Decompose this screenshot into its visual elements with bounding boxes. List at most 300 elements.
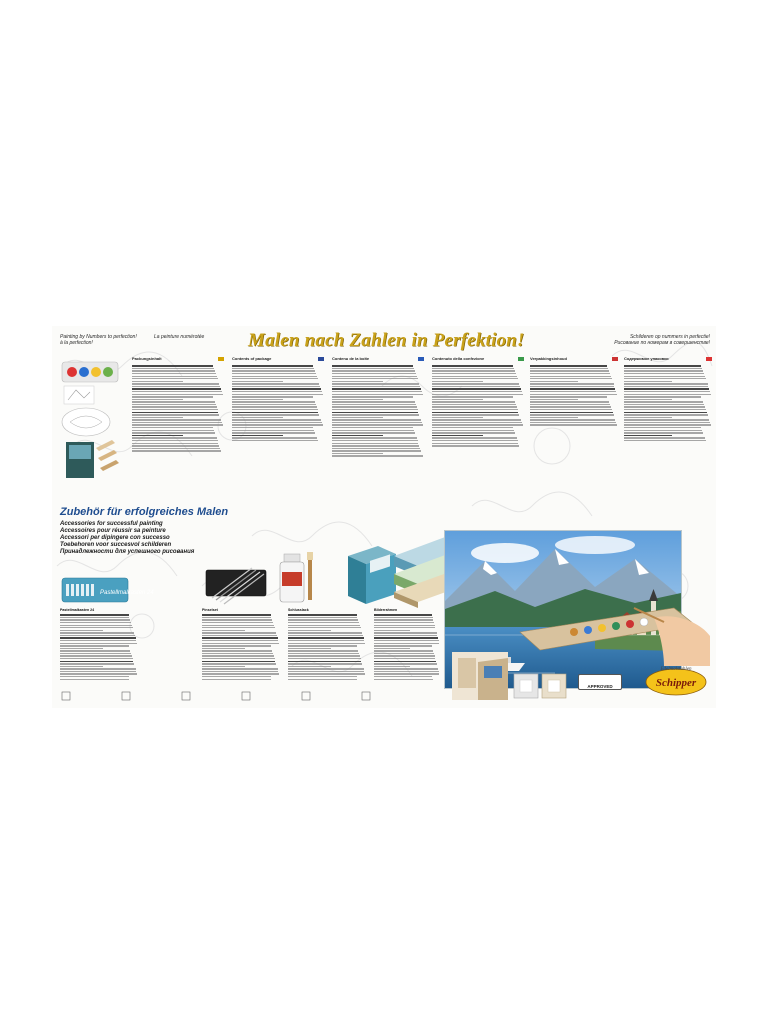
text-line bbox=[202, 617, 271, 618]
text-line bbox=[132, 435, 183, 436]
text-line bbox=[530, 394, 617, 395]
accessory-text-frame bbox=[374, 608, 440, 688]
text-line bbox=[132, 391, 222, 392]
text-line bbox=[432, 435, 483, 436]
column-heading-ru bbox=[624, 356, 712, 362]
text-line bbox=[60, 627, 133, 628]
text-line bbox=[232, 401, 315, 402]
text-line bbox=[132, 409, 218, 410]
text-line bbox=[232, 437, 317, 438]
text-line bbox=[232, 373, 316, 374]
text-line bbox=[374, 658, 435, 659]
text-line bbox=[530, 396, 607, 397]
text-line bbox=[132, 448, 220, 449]
text-line bbox=[288, 637, 364, 638]
text-line bbox=[60, 643, 137, 644]
text-line bbox=[332, 424, 423, 425]
text-line bbox=[60, 671, 136, 672]
text-line bbox=[624, 414, 708, 415]
column-heading-ru-label: Содержимое упаковки bbox=[624, 356, 669, 361]
text-line bbox=[432, 412, 518, 413]
text-line bbox=[530, 409, 612, 410]
text-line bbox=[530, 399, 578, 400]
text-line bbox=[60, 653, 131, 654]
text-line bbox=[132, 381, 183, 382]
paint-board-with-hand-illustration bbox=[514, 602, 714, 666]
text-line bbox=[432, 401, 515, 402]
text-line bbox=[232, 378, 318, 379]
text-line bbox=[202, 666, 245, 667]
text-line bbox=[332, 401, 415, 402]
text-line bbox=[432, 430, 514, 431]
text-line bbox=[288, 650, 358, 651]
text-line bbox=[132, 404, 216, 405]
text-line bbox=[624, 370, 703, 371]
text-line bbox=[232, 370, 315, 371]
text-line bbox=[202, 643, 279, 644]
text-line bbox=[288, 645, 357, 646]
text-line bbox=[232, 406, 317, 407]
text-line bbox=[374, 671, 439, 672]
text-line bbox=[232, 396, 313, 397]
text-line bbox=[202, 645, 271, 646]
column-body-it bbox=[432, 364, 524, 514]
text-line bbox=[374, 643, 439, 644]
text-line bbox=[232, 419, 321, 420]
text-line bbox=[432, 365, 513, 366]
text-line bbox=[132, 412, 218, 413]
text-line bbox=[232, 440, 318, 441]
text-line bbox=[332, 440, 418, 441]
text-line bbox=[332, 376, 417, 377]
flag-ru-icon bbox=[706, 357, 712, 361]
text-line bbox=[132, 378, 218, 379]
text-line bbox=[624, 401, 703, 402]
text-line bbox=[432, 422, 522, 423]
brand-name: Schipper bbox=[655, 677, 697, 689]
accessories-subtitle-ru: Принадлежности для успешного рисования bbox=[60, 549, 195, 555]
text-line bbox=[374, 627, 435, 628]
text-line bbox=[232, 365, 313, 366]
text-line bbox=[530, 404, 610, 405]
text-line bbox=[432, 381, 483, 382]
text-line bbox=[624, 427, 701, 428]
frame-corner-samples bbox=[512, 672, 568, 700]
text-line bbox=[132, 437, 217, 438]
text-line bbox=[624, 409, 706, 410]
text-line bbox=[432, 404, 516, 405]
text-line bbox=[202, 614, 271, 615]
text-line bbox=[432, 373, 516, 374]
text-line bbox=[332, 404, 416, 405]
text-line bbox=[288, 643, 365, 644]
text-line bbox=[60, 666, 103, 667]
header-left-note bbox=[60, 334, 150, 346]
text-line bbox=[288, 661, 361, 662]
accessories-subtitle bbox=[60, 521, 290, 556]
text-line bbox=[288, 679, 357, 680]
text-line bbox=[432, 399, 483, 400]
text-line bbox=[288, 663, 362, 664]
text-line bbox=[288, 632, 362, 633]
text-line bbox=[374, 648, 410, 649]
text-line bbox=[332, 432, 415, 433]
text-line bbox=[332, 430, 414, 431]
text-line bbox=[232, 435, 283, 436]
text-line bbox=[432, 388, 521, 389]
text-line bbox=[232, 417, 283, 418]
accessories-subtitle-fr: Accessoires pour réussir sa peinture bbox=[60, 528, 166, 534]
text-line bbox=[132, 445, 219, 446]
text-line bbox=[432, 409, 518, 410]
header-left-line-2: à la perfection! bbox=[60, 340, 93, 346]
text-line bbox=[132, 373, 216, 374]
text-line bbox=[232, 388, 321, 389]
text-line bbox=[332, 417, 383, 418]
accessories-subtitle-it: Accessori per dipingere con successo bbox=[60, 535, 170, 541]
text-line bbox=[60, 619, 130, 620]
text-line bbox=[202, 653, 273, 654]
accessory-head-frame: Bilderrahmen bbox=[374, 608, 398, 612]
text-line bbox=[624, 383, 708, 384]
footer-notice-icons bbox=[60, 690, 440, 704]
accessories-subtitle-nl: Toebehoren voor succesvol schilderen bbox=[60, 542, 172, 548]
text-line bbox=[132, 443, 218, 444]
text-line bbox=[374, 679, 433, 680]
text-line bbox=[624, 381, 672, 382]
text-line bbox=[530, 417, 578, 418]
text-line bbox=[132, 368, 214, 369]
text-line bbox=[132, 383, 219, 384]
text-line bbox=[202, 630, 245, 631]
text-line bbox=[132, 399, 183, 400]
text-line bbox=[132, 394, 223, 395]
text-line bbox=[332, 445, 419, 446]
schipper-logo bbox=[644, 662, 708, 698]
text-line bbox=[374, 650, 433, 651]
text-line bbox=[232, 422, 322, 423]
text-line bbox=[132, 365, 213, 366]
text-line bbox=[288, 655, 360, 656]
text-line bbox=[332, 453, 383, 454]
text-line bbox=[232, 404, 316, 405]
text-line bbox=[332, 435, 383, 436]
text-line bbox=[60, 668, 136, 669]
text-line bbox=[432, 406, 517, 407]
accessory-text-pastel bbox=[60, 608, 138, 688]
text-line bbox=[530, 414, 614, 415]
header-right-note bbox=[592, 334, 710, 346]
text-line bbox=[530, 386, 614, 387]
text-line bbox=[132, 388, 221, 389]
column-heading-en-label: Contents of package bbox=[232, 356, 272, 361]
text-line bbox=[624, 396, 701, 397]
text-line bbox=[530, 401, 609, 402]
text-line bbox=[624, 440, 706, 441]
text-line bbox=[332, 448, 420, 449]
text-line bbox=[332, 437, 417, 438]
text-line bbox=[132, 450, 221, 451]
text-line bbox=[374, 661, 436, 662]
text-line bbox=[202, 661, 275, 662]
text-line bbox=[232, 409, 318, 410]
brush-set-illustration bbox=[202, 562, 272, 608]
text-line bbox=[530, 419, 615, 420]
accessory-head-brush: Pinselset bbox=[202, 608, 218, 612]
text-line bbox=[432, 437, 517, 438]
approved-badge bbox=[578, 674, 622, 690]
column-heading-nl bbox=[530, 356, 618, 362]
text-line bbox=[332, 414, 419, 415]
text-line bbox=[288, 658, 361, 659]
text-line bbox=[60, 637, 136, 638]
text-line bbox=[432, 368, 514, 369]
text-line bbox=[288, 666, 331, 667]
text-line bbox=[288, 671, 364, 672]
text-line bbox=[232, 399, 283, 400]
text-line bbox=[232, 427, 313, 428]
text-line bbox=[288, 676, 357, 677]
varnish-bottle-illustration bbox=[276, 550, 328, 608]
text-line bbox=[288, 617, 357, 618]
header-left-line-3: La peinture numérotée bbox=[154, 334, 205, 340]
text-line bbox=[432, 386, 520, 387]
text-line bbox=[60, 679, 129, 680]
flag-fr-icon bbox=[418, 357, 424, 361]
text-line bbox=[60, 625, 132, 626]
text-line bbox=[530, 412, 613, 413]
approved-badge-label: APPROVED bbox=[587, 684, 613, 689]
accessories-title: Zubehör für erfolgreiches Malen bbox=[60, 506, 229, 518]
text-line bbox=[624, 404, 704, 405]
text-line bbox=[374, 676, 432, 677]
text-line bbox=[530, 378, 612, 379]
text-line bbox=[530, 365, 607, 366]
text-line bbox=[332, 370, 415, 371]
text-line bbox=[624, 394, 711, 395]
text-line bbox=[624, 417, 672, 418]
text-line bbox=[202, 635, 277, 636]
text-line bbox=[432, 383, 519, 384]
text-line bbox=[432, 370, 515, 371]
text-line bbox=[374, 625, 435, 626]
text-line bbox=[132, 370, 215, 371]
text-line bbox=[432, 391, 522, 392]
flag-de-icon bbox=[218, 357, 224, 361]
text-line bbox=[232, 424, 323, 425]
column-body-de bbox=[132, 364, 224, 514]
text-line bbox=[332, 368, 414, 369]
text-line bbox=[432, 394, 523, 395]
text-line bbox=[624, 365, 701, 366]
text-line bbox=[202, 619, 272, 620]
flag-it-icon bbox=[518, 357, 524, 361]
text-line bbox=[60, 663, 134, 664]
column-heading-it-label: Contenuto della confezione bbox=[432, 356, 485, 361]
text-line bbox=[530, 381, 578, 382]
text-line bbox=[374, 673, 439, 674]
text-line bbox=[288, 625, 360, 626]
text-line bbox=[60, 661, 133, 662]
text-line bbox=[202, 658, 275, 659]
text-line bbox=[530, 422, 616, 423]
text-line bbox=[202, 679, 271, 680]
text-line bbox=[332, 378, 418, 379]
text-line bbox=[132, 422, 222, 423]
text-line bbox=[202, 650, 272, 651]
text-line bbox=[624, 386, 708, 387]
text-line bbox=[530, 376, 611, 377]
page-title: Malen nach Zahlen in Perfektion! bbox=[248, 330, 525, 351]
accessory-text-varnish bbox=[288, 608, 366, 688]
text-line bbox=[132, 386, 220, 387]
text-line bbox=[432, 417, 483, 418]
text-line bbox=[132, 430, 214, 431]
column-body-nl bbox=[530, 364, 618, 514]
accessory-head-pastel: Pastellmalkasten 24 bbox=[60, 608, 95, 612]
text-line bbox=[202, 640, 278, 641]
text-line bbox=[132, 417, 183, 418]
text-line bbox=[60, 632, 134, 633]
text-line bbox=[432, 419, 521, 420]
text-line bbox=[132, 427, 213, 428]
text-line bbox=[60, 622, 131, 623]
column-body-fr bbox=[332, 364, 424, 514]
text-line bbox=[530, 383, 614, 384]
text-line bbox=[332, 406, 417, 407]
text-line bbox=[60, 617, 129, 618]
text-line bbox=[624, 388, 709, 389]
text-line bbox=[332, 381, 383, 382]
text-line bbox=[202, 648, 245, 649]
footer-notice-row bbox=[60, 690, 440, 704]
text-line bbox=[202, 655, 274, 656]
text-line bbox=[232, 394, 323, 395]
text-line bbox=[374, 663, 437, 664]
column-heading-fr bbox=[332, 356, 424, 362]
text-line bbox=[288, 635, 363, 636]
pastel-box-illustration bbox=[60, 574, 154, 608]
text-line bbox=[132, 440, 218, 441]
text-line bbox=[624, 412, 707, 413]
text-line bbox=[432, 424, 523, 425]
column-body-ru bbox=[624, 364, 712, 514]
text-line bbox=[202, 625, 274, 626]
text-line bbox=[432, 443, 518, 444]
text-line bbox=[332, 419, 421, 420]
text-line bbox=[332, 455, 423, 456]
text-line bbox=[332, 443, 418, 444]
text-line bbox=[202, 673, 279, 674]
text-line bbox=[332, 373, 416, 374]
pastel-box-label: Pastellmalkasten 24 bbox=[100, 590, 154, 596]
text-line bbox=[432, 427, 513, 428]
text-line bbox=[374, 653, 434, 654]
text-line bbox=[624, 376, 705, 377]
column-heading-fr-label: Contenu de la boîte bbox=[332, 356, 370, 361]
text-line bbox=[202, 671, 278, 672]
text-line bbox=[202, 676, 271, 677]
text-line bbox=[432, 445, 519, 446]
column-heading-en bbox=[232, 356, 324, 362]
text-line bbox=[60, 676, 129, 677]
header-right-line-2: Рисование по номерам в совершенстве! bbox=[614, 340, 710, 346]
text-line bbox=[332, 396, 413, 397]
text-line bbox=[332, 391, 422, 392]
text-line bbox=[232, 376, 317, 377]
text-line bbox=[132, 401, 215, 402]
text-line bbox=[374, 640, 439, 641]
text-line bbox=[232, 381, 283, 382]
text-line bbox=[374, 655, 435, 656]
text-line bbox=[288, 630, 331, 631]
text-line bbox=[624, 373, 704, 374]
text-line bbox=[132, 406, 217, 407]
column-heading-it bbox=[432, 356, 524, 362]
text-line bbox=[232, 430, 314, 431]
text-line bbox=[530, 368, 608, 369]
text-line bbox=[624, 406, 705, 407]
column-body-en bbox=[232, 364, 324, 514]
text-line bbox=[60, 650, 130, 651]
header-left-note-2 bbox=[154, 334, 234, 340]
text-line bbox=[132, 396, 213, 397]
text-line bbox=[232, 386, 320, 387]
text-line bbox=[60, 640, 136, 641]
text-line bbox=[332, 383, 419, 384]
text-line bbox=[624, 368, 702, 369]
text-line bbox=[530, 388, 615, 389]
text-line bbox=[60, 648, 103, 649]
header-left-line-1: Painting by Numbers to perfection! bbox=[60, 334, 137, 340]
text-line bbox=[374, 622, 434, 623]
text-line bbox=[374, 614, 432, 615]
text-line bbox=[624, 419, 709, 420]
text-line bbox=[288, 648, 331, 649]
text-line bbox=[374, 645, 432, 646]
text-line bbox=[288, 619, 358, 620]
text-line bbox=[530, 406, 611, 407]
text-line bbox=[288, 640, 364, 641]
text-line bbox=[332, 394, 423, 395]
text-line bbox=[332, 427, 413, 428]
text-line bbox=[432, 376, 517, 377]
text-line bbox=[374, 635, 437, 636]
text-line bbox=[60, 673, 137, 674]
text-line bbox=[432, 414, 519, 415]
text-line bbox=[530, 373, 610, 374]
accessory-head-varnish: Schlusslack bbox=[288, 608, 309, 612]
text-line bbox=[132, 424, 223, 425]
text-line bbox=[432, 432, 515, 433]
text-line bbox=[232, 391, 322, 392]
text-line bbox=[232, 383, 319, 384]
text-line bbox=[624, 437, 705, 438]
text-line bbox=[232, 368, 314, 369]
text-line bbox=[132, 376, 217, 377]
text-line bbox=[332, 409, 418, 410]
text-line bbox=[624, 432, 703, 433]
text-line bbox=[202, 663, 276, 664]
flag-gb-icon bbox=[318, 357, 324, 361]
text-line bbox=[432, 440, 518, 441]
instruction-sheet bbox=[52, 326, 716, 708]
column-heading-de-label: Packungsinhalt bbox=[132, 356, 162, 361]
text-line bbox=[132, 432, 215, 433]
interior-photo bbox=[452, 652, 508, 700]
flag-nl-icon bbox=[612, 357, 618, 361]
text-line bbox=[624, 422, 710, 423]
